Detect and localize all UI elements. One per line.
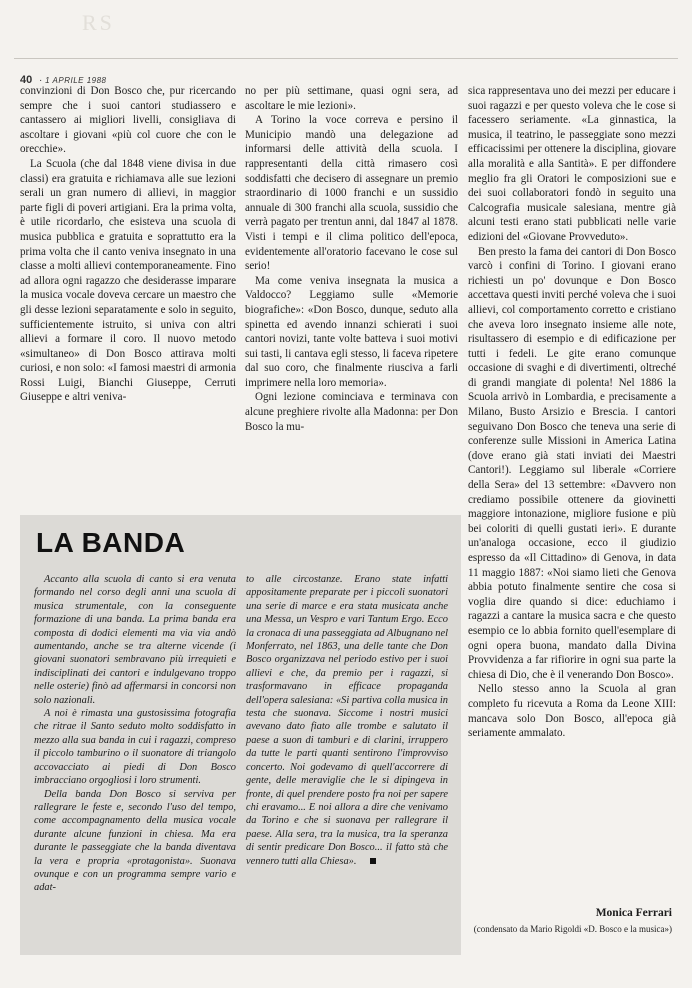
article-column-2 [245, 84, 458, 434]
paragraph: Della banda Don Bosco si serviva per rallegrare le feste e, secondo l'uso del tempo, come accompagnamento della musica vocale durante alcune funzioni in chiesa. Ma era durante le passeggiate che la banda diventava la vera e propria «protagonista». Suonava ovunque e con un programma sempre vario e adat- [34, 788, 236, 894]
paragraph: no per più settimane, quasi ogni sera, ad ascoltare le mie lezioni». [245, 85, 458, 112]
sidebar-box-la-banda [20, 515, 461, 955]
paragraph: convinzioni di Don Bosco che, pur ricercando sempre che i suoi cantori studiassero e cantassero ai migliori livelli, consigliava di ascoltare i giovani «più col cuore che con le orecchie». [20, 85, 236, 156]
page-number: 40 [20, 74, 33, 86]
paragraph-text: to alle circostanze. Erano state infatti appositamente preparate per i piccoli suonatori una serie di marce e era stata musicata anche una Messa, un Vespro e vari Tantum Ergo. Ecco la cronaca di una passeggiata ad Albugnano nel Monferrato, nel 1863, una delle tante che Don Bosco organizzava nel periodo estivo per i suoi allievi e che, da premio per i ragazzi, si trasformavano in efficace propaganda dell'opera salesiana: «Si partiva colla musica in testa che suonava. Siccome i nostri musici avevano dato fiato alle trombe e salutato il paese a suon di tamburi e di clarini, irruppero da tutte le parti quanti sentirono l'improvviso concerto. Noi godevamo di quell'accorrere di gente, delle meraviglie che le si dipingeva in fronte, di quel prendere posto fra noi per sapere chi eravamo... E noi allora a dire che venivamo da Torino e che si suonava per rallegrare il paese. Alla sera, tra la musica, tra la speranza di sentir predicare Don Bosco... il fatto stà che vennero tutti alla Chiesa». [246, 574, 448, 867]
paragraph: A Torino la voce correva e persino il Municipio mandò una delegazione ad informarsi delle attività della scuola. I rappresentanti della città rimasero così soddisfatti che decisero di assegnare un premio straordinario di 1000 franchi e un sussidio annuale di 300 franchi alla scuola, sussidio che verrà pagato per trentun anni, dal 1847 al 1878. Visti i tempi e il clima politico dell'epoca, evidentemente all'oratorio facevano le cose sul serio! [245, 114, 458, 273]
sidebar-column-1 [34, 573, 236, 895]
author-name: Monica Ferrari [595, 907, 672, 919]
folio-separator: · [39, 75, 43, 86]
paragraph: Ma come veniva insegnata la musica a Valdocco? Leggiamo sulle «Memorie biografiche»: «Don Bosco, dunque, seduto alla spinetta ed avendo innanzi schierati i suoi cantori novizi, tante volte batteva i suoi motivi sui tasti, li cantava egli stesso, li faceva ripetere dal suo coro, che finalmente riusciva a farli imprimere nella loro memoria». [245, 274, 458, 389]
paragraph [246, 573, 448, 868]
show-through-text: RS [82, 10, 115, 35]
issue-date: 1 APRILE 1988 [45, 76, 107, 85]
article-column-3 [468, 84, 676, 741]
top-rule [14, 58, 678, 59]
end-of-article-mark [370, 858, 376, 864]
source-credit: (condensato da Mario Rigoldi «D. Bosco e la musica») [473, 924, 672, 934]
paragraph: Ben presto la fama dei cantori di Don Bosco varcò i confini di Torino. I giovani erano richiesti un po' dovunque e Don Bosco accettava questi inviti perché voleva che i suoi allievi, col comportamento corretto e cristiano che aveva loro insegnato insieme alle note, risultassero di esempio e di edificazione per tutti i fedeli. Le gite erano comunque occasione di svaghi e di divertimenti, oltreché di grandi mangiate di polenta! Nel 1886 la Scuola arrivò in Lombardia, e precisamente a Milano, Busto Arsizio e Brescia. I cantori seguivano Don Bosco che teneva una serie di conferenze sulle Missioni in America Latina (dove erano già stati inviati dei Maestri Cantori!). Leggiamo sul liberale «Corriere della Sera» del 13 settembre: «Davvero non crediamo possibile ottenere da giovinetti maggiore intonazione, migliore fusione e più bei coloriti di quelli gustati ieri». E durante un'analoga occasione, ecco il giudizio espresso da «Il Cittadino» di Genova, in data 11 maggio 1887: «Noi siamo lieti che Genova abbia potuto finalmente sentire che cosa si voglia dire quando si dice: educhiamo i ragazzi a cantare la musica sacra e che questo esempio ce lo abbia fornito quell'esemplare di ogni opera buona, mandato dalla Divina Provvidenza a far rifiorire in ogni sua parte la chiesa di Dio, che è il venerando Don Bosco». [468, 245, 676, 681]
article-column-1 [20, 84, 236, 405]
paragraph: A noi è rimasta una gustosissima fotografia che ritrae il Santo seduto molto soddisfatto in mezzo alla sua banda in cui i ragazzi, compreso il piccolo tamburino o il suonatore di triangolo accovacciato ai piedi di Don Bosco imbracciano orgogliosi i loro strumenti. [34, 708, 236, 787]
sidebar-column-2 [246, 573, 448, 868]
paragraph: Accanto alla scuola di canto si era venuta formando nel corso degli anni una scuola di musica strumentale, con la conseguente formazione di una banda. La prima banda era composta di dodici elementi ma via via andò aumentando, anche se tra alterne vicende (i giovani suonatori sembravano più irrequieti e indisciplinati dei cantori e indulgevano troppo nelle osterie) finò ad affermarsi in concorsi non solo nazionali. [34, 574, 236, 706]
paragraph: Nello stesso anno la Scuola al gran completo fu ricevuta a Roma da Leone XIII: mancava solo Don Bosco, all'epoca già seriamente ammalato. [468, 683, 676, 740]
sidebar-title: LA BANDA [36, 527, 186, 558]
paragraph: Ogni lezione cominciava e terminava con alcune preghiere rivolte alla Madonna: per Don Bosco la mu- [245, 391, 458, 433]
paragraph: sica rappresentava uno dei mezzi per educare i suoi ragazzi e per questo voleva che le cose si facessero seriamente. «La ginnastica, la musica, il teatrino, le passeggiate sono mezzi efficacissimi per ottenere la disciplina, giovare alla moralità e alla Santità». E per diffondere meglio fra gli Oratori le composizioni sue e dei suoi collaboratori fondò in seguito una Calcografia musicale salesiana, mentre già alcuni testi erano stati pubblicati nelle varie edizioni del «Giovane Provveduto». [468, 85, 676, 243]
paragraph: La Scuola (che dal 1848 viene divisa in due classi) era gratuita e richiamava alle sue lezioni serali un gran numero di allievi, in maggior parte figli di poveri artigiani. Era la prima volta, è utile ricordarlo, che esisteva una scuola di musica pubblica e gratuita e soprattutto era la prima volta che il canto veniva insegnato in una classe a molti allievi contemporaneamente. Fino ad allora ogni ragazzo che desiderasse imparare la musica vocale doveva cercare un maestro che gli desse lezioni separatamente e solo in seguito, sufficientemente istruito, si univa con altri allievi a formare il coro. Il nuovo metodo «simultaneo» di Don Bosco attirava molti curiosi, e non solo: «I famosi maestri di armonia Rossi Luigi, Bianchi Giuseppe, Cerruti Giuseppe e altri veniva- [20, 157, 236, 404]
